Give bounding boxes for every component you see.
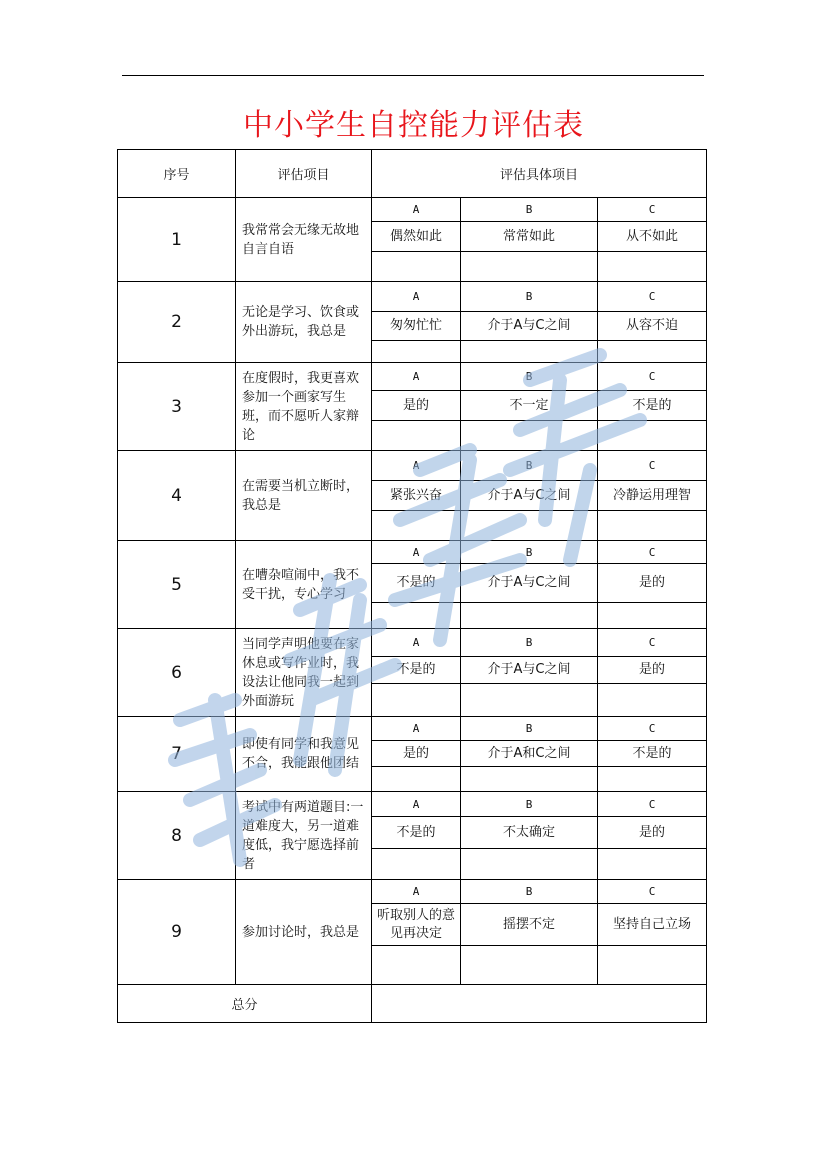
option-label: A [372,541,461,564]
score-cell[interactable] [598,767,707,792]
option-label: A [372,792,461,817]
option-label: C [598,717,707,741]
row-number: 1 [118,198,236,282]
total-row [118,985,707,1023]
score-cell[interactable] [372,946,461,985]
score-cell[interactable] [461,603,598,629]
option-label: B [461,451,598,481]
score-cell[interactable] [372,684,461,717]
table-row [118,717,707,741]
score-cell[interactable] [598,946,707,985]
score-cell[interactable] [461,421,598,451]
answer-option: 偶然如此 [372,222,461,252]
score-cell[interactable] [461,767,598,792]
answer-option: 匆匆忙忙 [372,312,461,341]
score-cell[interactable] [372,767,461,792]
answer-option: 常常如此 [461,222,598,252]
option-label: B [461,363,598,391]
option-label: B [461,792,598,817]
score-cell[interactable] [598,849,707,880]
answer-option: 摇摆不定 [461,904,598,946]
score-cell[interactable] [372,421,461,451]
header-item: 评估项目 [236,150,372,198]
option-label: C [598,282,707,312]
option-label: C [598,198,707,222]
option-label: A [372,629,461,657]
score-cell[interactable] [372,511,461,541]
option-label: A [372,717,461,741]
answer-option: 从不如此 [598,222,707,252]
answer-option: 不是的 [372,564,461,603]
answer-option: 是的 [372,391,461,421]
score-cell[interactable] [372,849,461,880]
table-row [118,541,707,564]
option-label: C [598,541,707,564]
score-cell[interactable] [598,421,707,451]
answer-option: 介于A与C之间 [461,657,598,684]
answer-option: 从容不迫 [598,312,707,341]
table-row [118,282,707,312]
header-detail: 评估具体项目 [372,150,707,198]
table-row [118,629,707,657]
table-row [118,198,707,222]
row-number: 4 [118,451,236,541]
total-value[interactable] [372,985,707,1023]
answer-option: 是的 [598,657,707,684]
evaluation-table [117,149,707,1023]
score-cell[interactable] [372,341,461,363]
option-label: B [461,629,598,657]
score-cell[interactable] [372,603,461,629]
score-cell[interactable] [461,252,598,282]
answer-option: 是的 [598,817,707,849]
answer-option: 听取别人的意见再决定 [372,904,461,946]
header-rule [122,75,704,76]
score-cell[interactable] [598,252,707,282]
option-label: B [461,880,598,904]
option-label: C [598,629,707,657]
row-item-text: 考试中有两道题目:一道难度大，另一道难度低，我宁愿选择前者 [236,792,372,880]
score-cell[interactable] [461,684,598,717]
row-item-text: 在嘈杂喧闹中，我不受干扰，专心学习 [236,541,372,629]
row-item-text: 在需要当机立断时，我总是 [236,451,372,541]
row-number: 7 [118,717,236,792]
option-label: A [372,880,461,904]
answer-option: 是的 [598,564,707,603]
option-label: B [461,717,598,741]
option-label: B [461,198,598,222]
score-cell[interactable] [598,603,707,629]
score-cell[interactable] [461,946,598,985]
row-item-text: 无论是学习、饮食或外出游玩，我总是 [236,282,372,363]
answer-option: 不是的 [372,817,461,849]
table-row [118,363,707,391]
total-label: 总分 [118,985,372,1023]
table-row [118,792,707,817]
option-label: C [598,363,707,391]
option-label: A [372,451,461,481]
row-number: 3 [118,363,236,451]
score-cell[interactable] [461,341,598,363]
option-label: B [461,541,598,564]
option-label: B [461,282,598,312]
table-row [118,451,707,481]
table-row [118,880,707,904]
score-cell[interactable] [372,252,461,282]
option-label: A [372,198,461,222]
answer-option: 介于A与C之间 [461,564,598,603]
header-no: 序号 [118,150,236,198]
row-number: 6 [118,629,236,717]
answer-option: 不太确定 [461,817,598,849]
answer-option: 介于A和C之间 [461,741,598,767]
answer-option: 不是的 [598,391,707,421]
option-label: A [372,282,461,312]
option-label: C [598,451,707,481]
answer-option: 不一定 [461,391,598,421]
table-header-row [118,150,707,198]
row-number: 5 [118,541,236,629]
row-number: 2 [118,282,236,363]
score-cell[interactable] [598,511,707,541]
score-cell[interactable] [461,511,598,541]
answer-option: 不是的 [372,657,461,684]
answer-option: 介于A与C之间 [461,481,598,511]
answer-option: 紧张兴奋 [372,481,461,511]
answer-option: 坚持自己立场 [598,904,707,946]
score-cell[interactable] [598,341,707,363]
option-label: C [598,792,707,817]
option-label: C [598,880,707,904]
option-label: A [372,363,461,391]
score-cell[interactable] [461,849,598,880]
row-item-text: 当同学声明他要在家休息或写作业时，我设法让他同我一起到外面游玩 [236,629,372,717]
row-item-text: 我常常会无缘无故地自言自语 [236,198,372,282]
answer-option: 介于A与C之间 [461,312,598,341]
row-item-text: 在度假时，我更喜欢参加一个画家写生班，而不愿听人家辩论 [236,363,372,451]
answer-option: 是的 [372,741,461,767]
row-number: 9 [118,880,236,985]
score-cell[interactable] [598,684,707,717]
row-item-text: 参加讨论时，我总是 [236,880,372,985]
row-item-text: 即使有同学和我意见不合，我能跟他团结 [236,717,372,792]
row-number: 8 [118,792,236,880]
answer-option: 不是的 [598,741,707,767]
answer-option: 冷静运用理智 [598,481,707,511]
page-title: 中小学生自控能力评估表 [243,108,584,143]
